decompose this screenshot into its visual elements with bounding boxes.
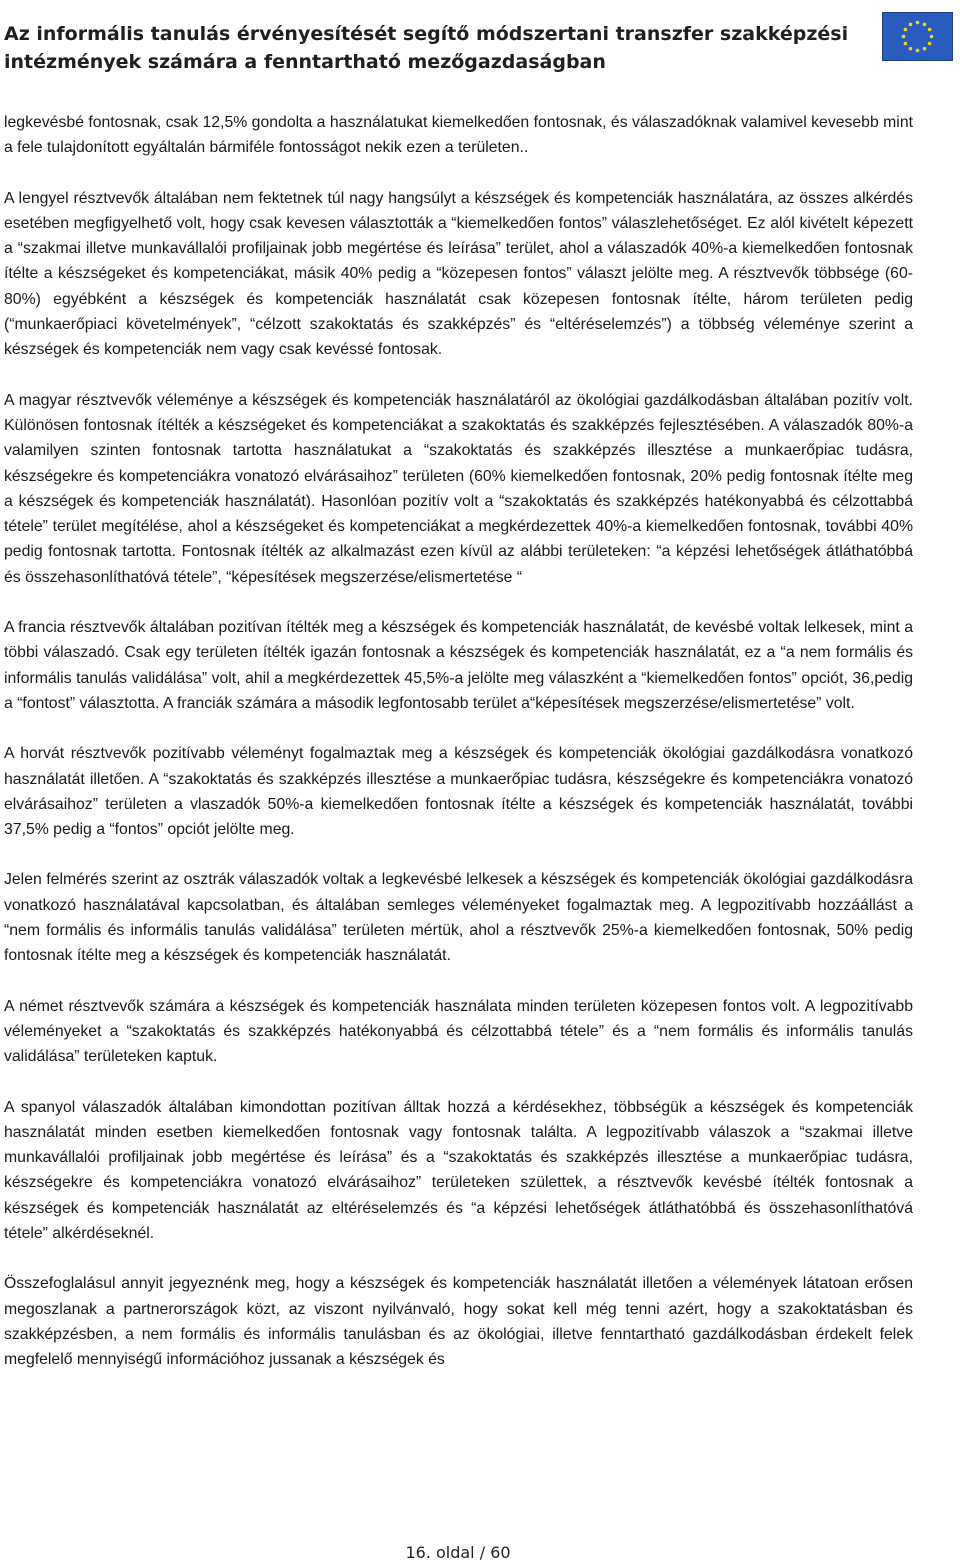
header-title-line-1: Az informális tanulás érvényesítését segítő módszertani transzfer szakképzési: [4, 23, 849, 45]
header-title-line-2: intézmények számára a fenntartható mezőgazdaságban: [4, 51, 606, 73]
eu-flag-icon: [882, 12, 953, 61]
eu-star-icon: [916, 49, 920, 53]
paragraph: A magyar résztvevők véleménye a készségek és kompetenciák használatáról az ökológiai gazdálkodásban általában pozitív volt. Különösen fontosnak ítélték a készségeket és kompetenciákat a szakoktatás és szakképzés fejlesztésében. A válaszadók 80%-a valamilyen szinten fontosnak tartotta használatukat a “szakoktatás és szakképzés illesztése a munkaerőpiac tudásra, készségekre és kompetenciákra vonatozó elvárásaihoz” területen (60% kiemelkedően fontosnak, 20% pedig fontosnak ítélte meg a készségek és kompetenciák használatát). Hasonlóan pozitív volt a “szakoktatás és szakképzés hatékonyabbá és célzottabbá tétele” terület megítélése, ahol a készségeket és kompetenciákat a megkérdezettek 40%-a kiemelkedően fontosnak, további 40% pedig fontosnak tartotta. Fontosnak ítélték az alkalmazást ezen kívül az alábbi területeken: “a képzési lehetőségek átláthatóbbá és összehasonlíthatóvá tétele”, “képesítések megszerzése/elismertetése “: [4, 391, 913, 586]
paragraph: legkevésbé fontosnak, csak 12,5% gondolta a használatukat kiemelkedően fontosnak, és válaszadóknak valamivel kevesebb mint a fele tulajdonított egyáltalán bármiféle fontosságot nekik ezen a területen..: [4, 114, 913, 157]
eu-star-icon: [916, 21, 920, 25]
eu-star-icon: [928, 28, 932, 32]
paragraph: Jelen felmérés szerint az osztrák válaszadók voltak a legkevésbé lelkesek a készségek és kompetenciák ökológiai gazdálkodásra vonatkozó használatával kapcsolatban, és általában semleges véleményeket fogalmaztak meg. A legpozitívabb hozzáállást a “nem formális és informális tanulás validálása” területen mértük, ahol a résztvevők 25%-a kiemelkedően fontosnak, 50% pedig fontosnak ítélte meg a készségek és kompetenciák használatát.: [4, 871, 913, 965]
page-number: 16. oldal / 60: [405, 1543, 511, 1562]
paragraph: A spanyol válaszadók általában kimondottan pozitívan álltak hozzá a kérdésekhez, többségük a készségek és kompetenciák használatát minden esetben kiemelkedően fontosnak vagy fontosnak találta. A legpozitívabb válaszok a “szakmai illetve munkavállalói profiljainak jobb megértése és leírása” és a “szakoktatás és szakképzés illesztése a munkaerőpiac tudásra, készségekre és kompetenciákra vonatozó elvárásaihoz” területeken születtek, a résztvevők kevésbé ítélték fontosnak a készségek és kompetenciák használatát az eltéréselemzés és “a képzési lehetőségek átláthatóbbá és összehasonlíthatóvá tétele” alkérdéseknél.: [4, 1098, 913, 1242]
eu-star-icon: [928, 42, 932, 46]
paragraph: A lengyel résztvevők általában nem fektetnek túl nagy hangsúlyt a készségek és kompetenciák használatára, az összes alkérdés esetében megfigyelhető volt, hogy csak kevesen választották a “kiemelkedően fontos” válaszlehetőséget. Ez alól kivételt képezett a “szakmai illetve munkavállalói profiljainak jobb megértése és leírása” terület, ahol a válaszadók 40%-a kiemelkedően fontosnak ítélte a készségeket és kompetenciákat, másik 40% pedig a “közepesen fontos” választ jelölte meg. A résztvevők többsége (60-80%) egyébként a készségek és kompetenciák használatát csak közepesen fontosnak ítélte, három területen pedig (“munkaerőpiaci követelmények”, “célzott szakoktatás és szakképzés” és “eltéréselemzés”) a többség véleménye szerint a készségek és kompetenciák nem vagy csak kevéssé fontosak.: [4, 189, 913, 359]
paragraph: A horvát résztvevők pozitívabb véleményt fogalmaztak meg a készségek és kompetenciák ökológiai gazdálkodásra vonatkozó használatát illetően. A “szakoktatás és szakképzés illesztése a munkaerőpiac tudásra, készségekre és kompetenciákra vonatozó elvárásaihoz” területen a vlaszadók 50%-a kiemelkedően fontosnak ítélte a készségek és kompetenciák használatát, további 37,5% pedig a “fontos” opciót jelölte meg.: [4, 745, 913, 839]
eu-star-icon: [909, 47, 913, 51]
eu-star-icon: [923, 47, 927, 51]
eu-star-icon: [904, 42, 908, 46]
eu-star-icon: [923, 23, 927, 27]
eu-star-icon: [909, 23, 913, 27]
paragraph: A francia résztvevők általában pozitívan ítélték meg a készségek és kompetenciák használatát, de kevésbé voltak lelkesek, mint a többi válaszadó. Csak egy területen ítélték igazán fontosnak a készségek és kompetenciák használatát, ez a “a nem formális és informális tanulás validálása” volt, ahil a megkérdezettek 45,5%-a jelölte meg válaszként a “kiemelkedően fontos” opciót, 36,pedig a “fontost” választotta. A franciák számára a második legfontosabb terület a“képesítések megszerzése/elismertetése” volt.: [4, 619, 913, 712]
eu-star-icon: [930, 35, 934, 39]
paragraph: A német résztvevők számára a készségek és kompetenciák használata minden területen közepesen fontos volt. A legpozitívabb véleményeket a “szakoktatás és szakképzés hatékonyabbá és célzottabbá tétele” és a “nem formális és informális tanulás validálása” területeken kaptuk.: [4, 997, 913, 1066]
eu-star-icon: [904, 28, 908, 32]
document-header: [4, 20, 864, 76]
document-body: [4, 110, 913, 1397]
paragraph: Összefoglalásul annyit jegyeznénk meg, hogy a készségek és kompetenciák használatát illetően a vélemények látatoan erősen megoszlanak a partnerországok közt, az viszont nyilvánvaló, hogy sokat kell még tenni azért, hogy a szakoktatásban és szakképzésben, a nem formális és informális tanulásban és az ökológiai, illetve fenntartható gazdálkodásban érdekelt felek megfelelő mennyiségű információhoz jussanak a készségek és: [4, 1275, 913, 1369]
eu-star-icon: [902, 35, 906, 39]
